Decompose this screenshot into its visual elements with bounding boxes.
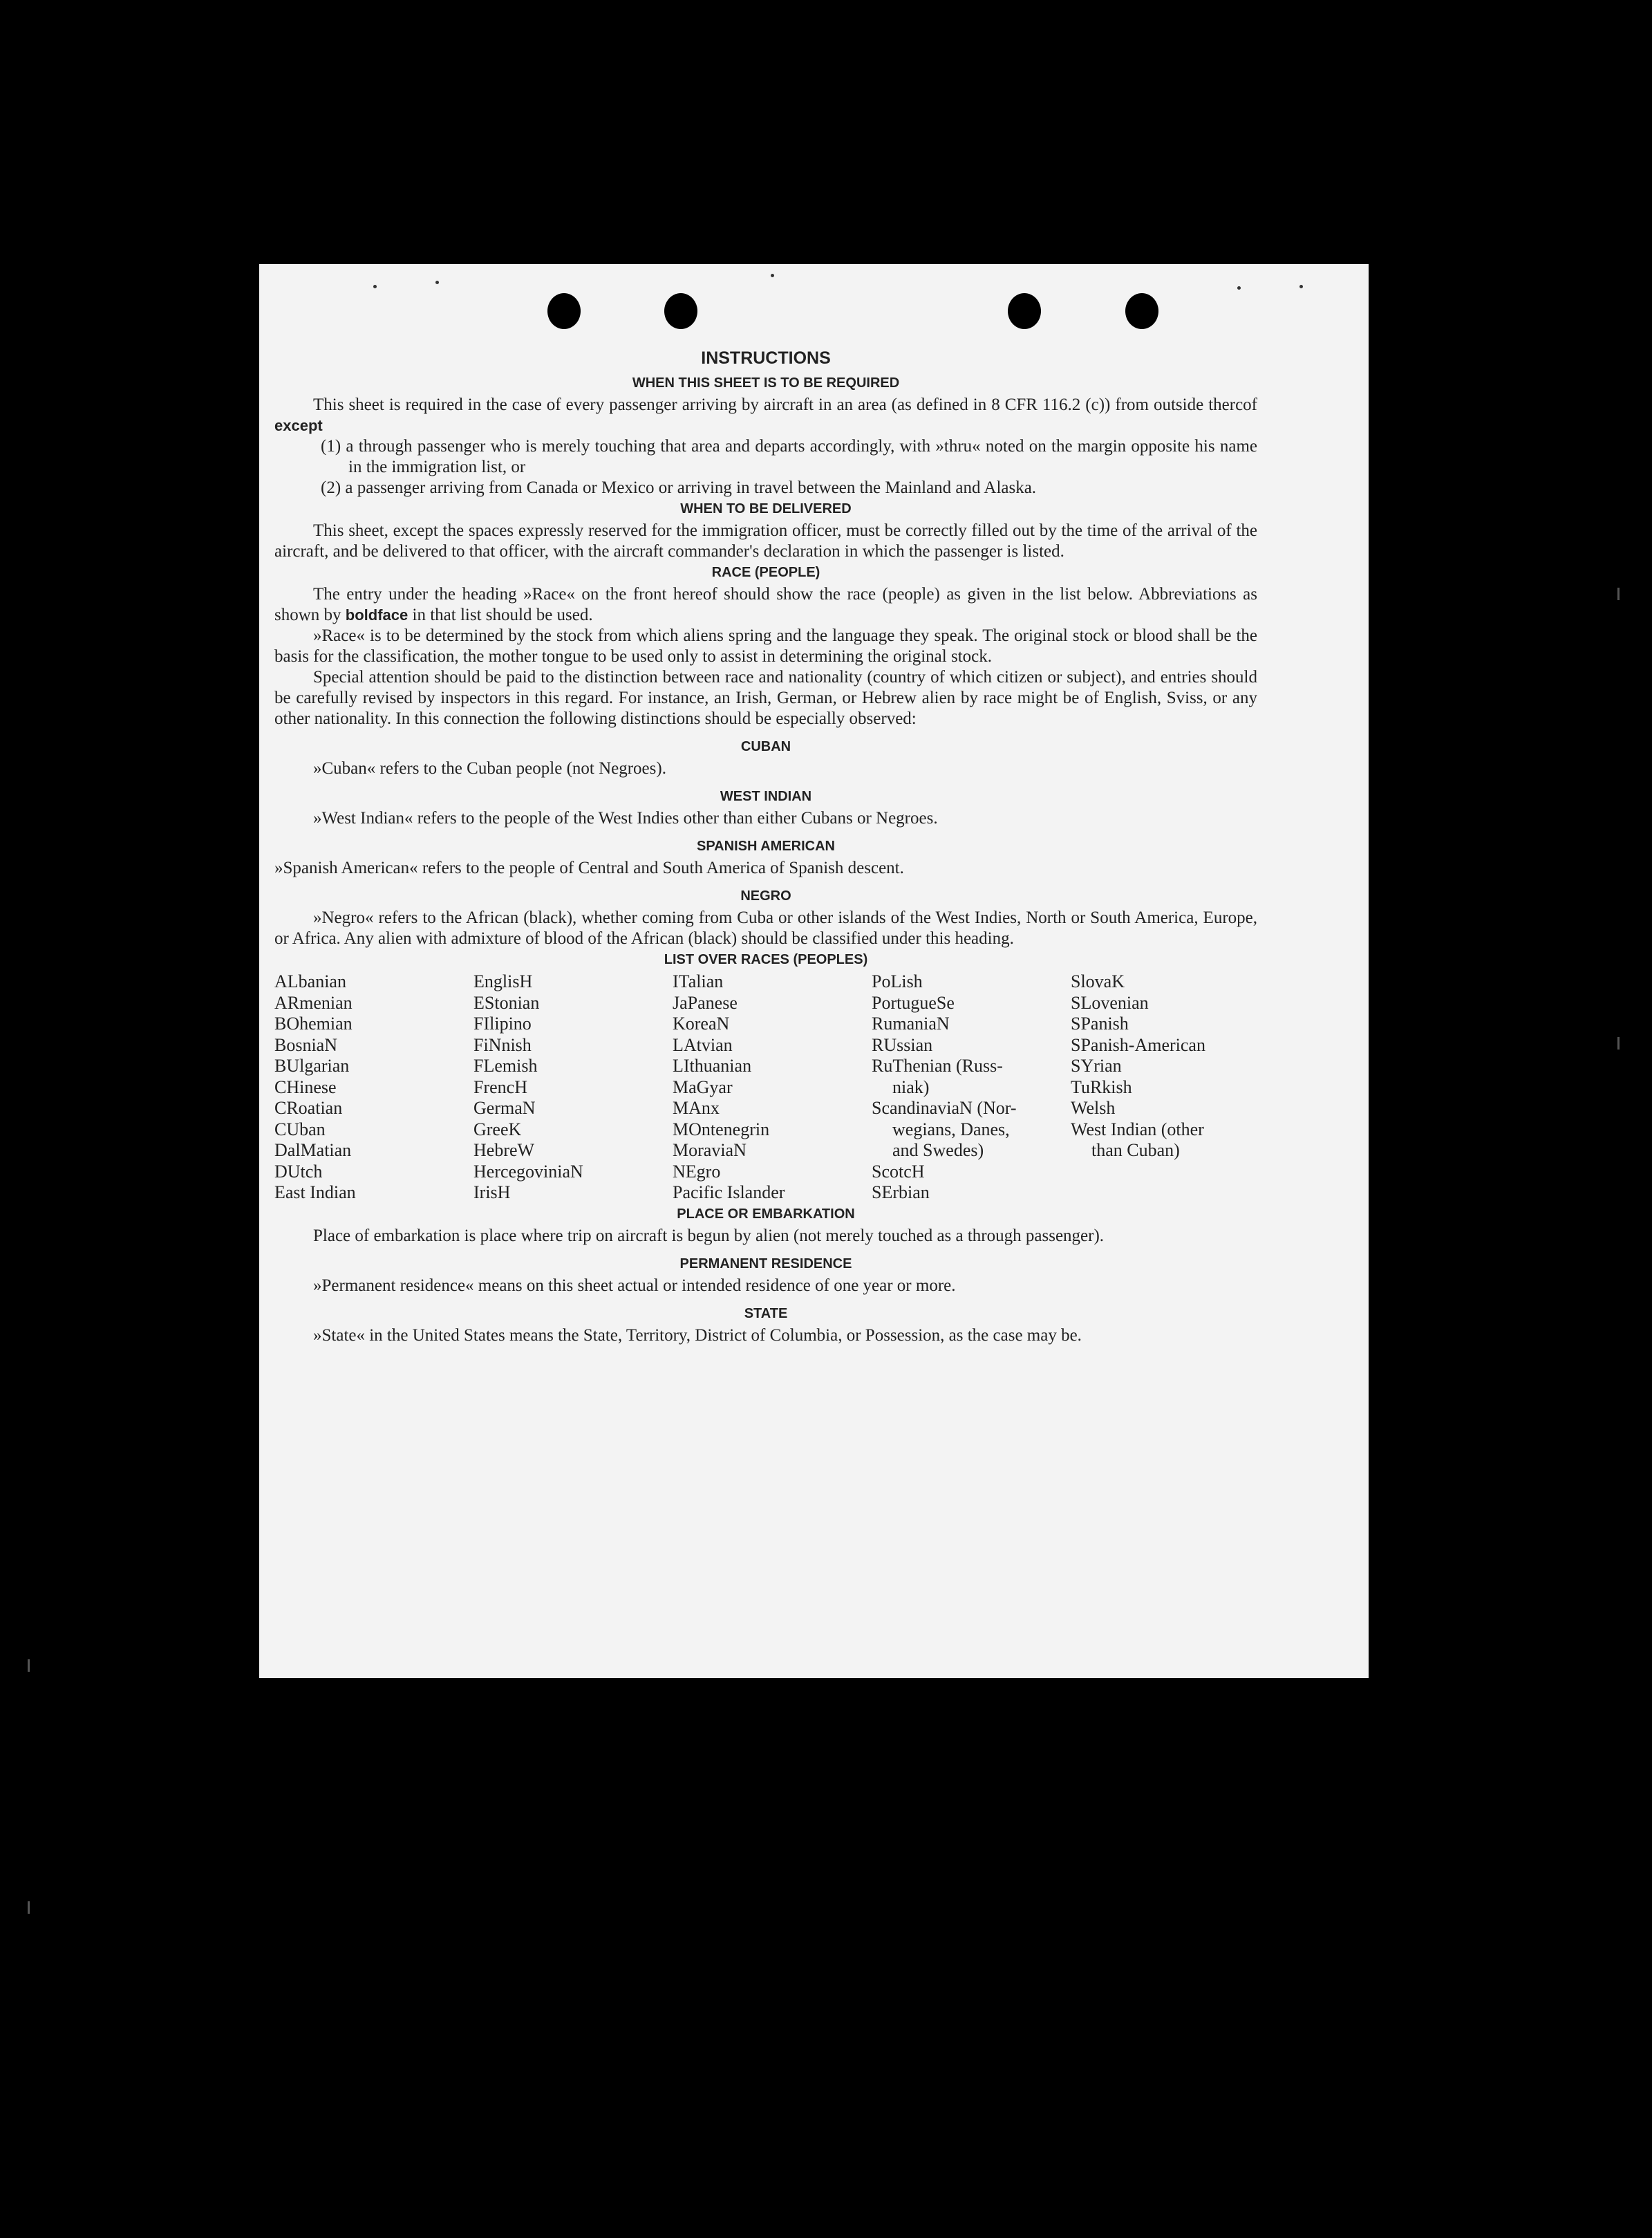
film-mark xyxy=(1617,1037,1620,1050)
race-item: RuThenian (Russ- xyxy=(872,1056,1003,1076)
race-item: RUssian xyxy=(872,1034,933,1055)
races-column xyxy=(274,971,473,1204)
race-item: and Swedes) xyxy=(892,1140,984,1160)
race-item: CUban xyxy=(274,1119,326,1139)
race-item: HercegoviniaN xyxy=(473,1161,583,1182)
section-heading: NEGRO xyxy=(740,888,791,904)
race-item: MOntenegrin xyxy=(673,1119,770,1139)
race-item: DUtch xyxy=(274,1161,323,1182)
race-item: CRoatian xyxy=(274,1098,343,1118)
race-item: East Indian xyxy=(274,1182,356,1202)
section-heading: LIST OVER RACES (PEOPLES) xyxy=(664,952,868,967)
race-item: IrisH xyxy=(473,1182,511,1202)
race-item: BUlgarian xyxy=(274,1056,350,1076)
paragraph: Special attention should be paid to the distinction between race and nationality (country of which citizen or subject), and entries should be carefully revised by inspectors in this regard. For instance, an Irish, German, or Hebrew alien by race might be of English, Sviss, or any other nationality. In this connection the following distinctions should be especially observed: xyxy=(274,668,1257,728)
race-item: KoreaN xyxy=(673,1014,730,1034)
race-item: ITalian xyxy=(673,971,724,991)
race-item: FLemish xyxy=(473,1056,538,1076)
section-heading: CUBAN xyxy=(740,739,791,754)
race-item: EStonian xyxy=(473,992,540,1013)
punch-hole xyxy=(547,293,581,329)
instructions-content xyxy=(274,348,1257,1346)
races-list xyxy=(274,971,1257,1204)
races-column xyxy=(1071,971,1257,1204)
race-item: RumaniaN xyxy=(872,1014,950,1034)
race-item: MaGyar xyxy=(673,1076,733,1097)
punch-hole xyxy=(1008,293,1041,329)
exception-item: (1) a through passenger who is merely touching that area and departs accordingly, with »thru« noted on the margin opposite his name in the immigration list, or xyxy=(321,437,1257,476)
race-item: MAnx xyxy=(673,1098,720,1118)
film-mark xyxy=(28,1659,30,1672)
race-item: FrencH xyxy=(473,1076,527,1097)
race-item: JaPanese xyxy=(673,992,738,1013)
races-column xyxy=(473,971,673,1204)
paragraph: Place of embarkation is place where trip on aircraft is begun by alien (not merely touched as a through passenger). xyxy=(313,1226,1105,1245)
race-item: LIthuanian xyxy=(673,1056,752,1076)
race-item: than Cuban) xyxy=(1091,1140,1180,1160)
section-heading: PLACE OR EMBARKATION xyxy=(677,1206,855,1222)
section-heading: STATE xyxy=(744,1305,788,1321)
race-item: ARmenian xyxy=(274,992,353,1013)
race-item: SPanish xyxy=(1071,1014,1129,1034)
race-item: GermaN xyxy=(473,1098,536,1118)
race-item: LAtvian xyxy=(673,1034,733,1055)
race-item: MoraviaN xyxy=(673,1140,747,1160)
section-heading: WHEN TO BE DELIVERED xyxy=(680,501,852,516)
film-mark xyxy=(1617,588,1620,600)
race-item: niak) xyxy=(892,1076,930,1097)
race-item: SlovaK xyxy=(1071,971,1125,991)
race-item: SYrian xyxy=(1071,1056,1122,1076)
speck xyxy=(1237,286,1241,290)
paragraph: »Permanent residence« means on this sheet actual or intended residence of one year or more. xyxy=(313,1276,956,1295)
page-title: INSTRUCTIONS xyxy=(701,348,831,368)
race-item: DalMatian xyxy=(274,1140,352,1160)
section-heading: WEST INDIAN xyxy=(720,789,812,804)
punch-hole xyxy=(664,293,697,329)
speck xyxy=(435,281,439,284)
race-item: HebreW xyxy=(473,1140,535,1160)
paragraph: »State« in the United States means the State, Territory, District of Columbia, or Possession, as the case may be. xyxy=(313,1325,1082,1345)
speck xyxy=(373,285,377,288)
race-item: ScandinaviaN (Nor- xyxy=(872,1098,1017,1118)
punch-hole xyxy=(1125,293,1158,329)
paragraph: »Race« is to be determined by the stock from which aliens spring and the language they speak. The original stock or blood shall be the basis for the classification, the mother tongue to be used only to assist in determining the original stock. xyxy=(274,626,1257,666)
race-item: BOhemian xyxy=(274,1014,353,1034)
race-item: Welsh xyxy=(1071,1098,1116,1118)
race-item: Pacific Islander xyxy=(673,1182,785,1202)
race-item: EnglisH xyxy=(473,971,533,991)
paragraph: »Spanish American« refers to the people of Central and South America of Spanish descent. xyxy=(274,859,904,877)
paragraph: »Cuban« refers to the Cuban people (not Negroes). xyxy=(313,759,666,778)
race-item: ALbanian xyxy=(274,971,346,991)
race-item: SPanish-American xyxy=(1071,1034,1205,1055)
paragraph: The entry under the heading »Race« on the front hereof should show the race (people) as given in the list below. Abbreviations as shown by boldface in that list should be used. xyxy=(274,585,1257,624)
exception-item: (2) a passenger arriving from Canada or Mexico or arriving in travel between the Mainland and Alaska. xyxy=(321,478,1037,497)
race-item: West Indian (other xyxy=(1071,1119,1204,1139)
section-heading: RACE (PEOPLE) xyxy=(711,565,820,580)
race-item: FIlipino xyxy=(473,1014,532,1034)
race-item: SLovenian xyxy=(1071,992,1149,1013)
speck xyxy=(1299,285,1303,288)
section-heading: WHEN THIS SHEET IS TO BE REQUIRED xyxy=(632,375,900,391)
race-item: PortugueSe xyxy=(872,992,955,1013)
race-item: CHinese xyxy=(274,1076,337,1097)
race-item: NEgro xyxy=(673,1161,721,1182)
races-column xyxy=(872,971,1071,1204)
race-item: PoLish xyxy=(872,971,923,991)
section-heading: PERMANENT RESIDENCE xyxy=(679,1256,852,1271)
race-item: FiNnish xyxy=(473,1034,532,1055)
race-item: GreeK xyxy=(473,1119,522,1139)
race-item: SErbian xyxy=(872,1182,930,1202)
race-item: ScotcH xyxy=(872,1161,925,1182)
race-item: TuRkish xyxy=(1071,1076,1132,1097)
paragraph: »Negro« refers to the African (black), whether coming from Cuba or other islands of the West Indies, North or South America, Europe, or Africa. Any alien with admixture of blood of the African (black) should be classified under this heading. xyxy=(274,908,1257,948)
speck xyxy=(771,274,774,277)
document-sheet xyxy=(259,264,1369,1678)
paragraph: »West Indian« refers to the people of the West Indies other than either Cubans or Negroes. xyxy=(313,809,938,828)
races-column xyxy=(673,971,872,1204)
film-mark xyxy=(28,1901,30,1914)
paragraph: This sheet is required in the case of every passenger arriving by aircraft in an area (as defined in 8 CFR 116.2 (c)) from outside thercof except xyxy=(274,395,1257,434)
paragraph: This sheet, except the spaces expressly reserved for the immigration officer, must be correctly filled out by the time of the arrival of the aircraft, and be delivered to that officer, with the aircraft commander's declaration in which the passenger is listed. xyxy=(274,521,1257,561)
section-heading: SPANISH AMERICAN xyxy=(696,839,835,854)
race-item: BosniaN xyxy=(274,1034,337,1055)
race-item: wegians, Danes, xyxy=(892,1119,1010,1139)
